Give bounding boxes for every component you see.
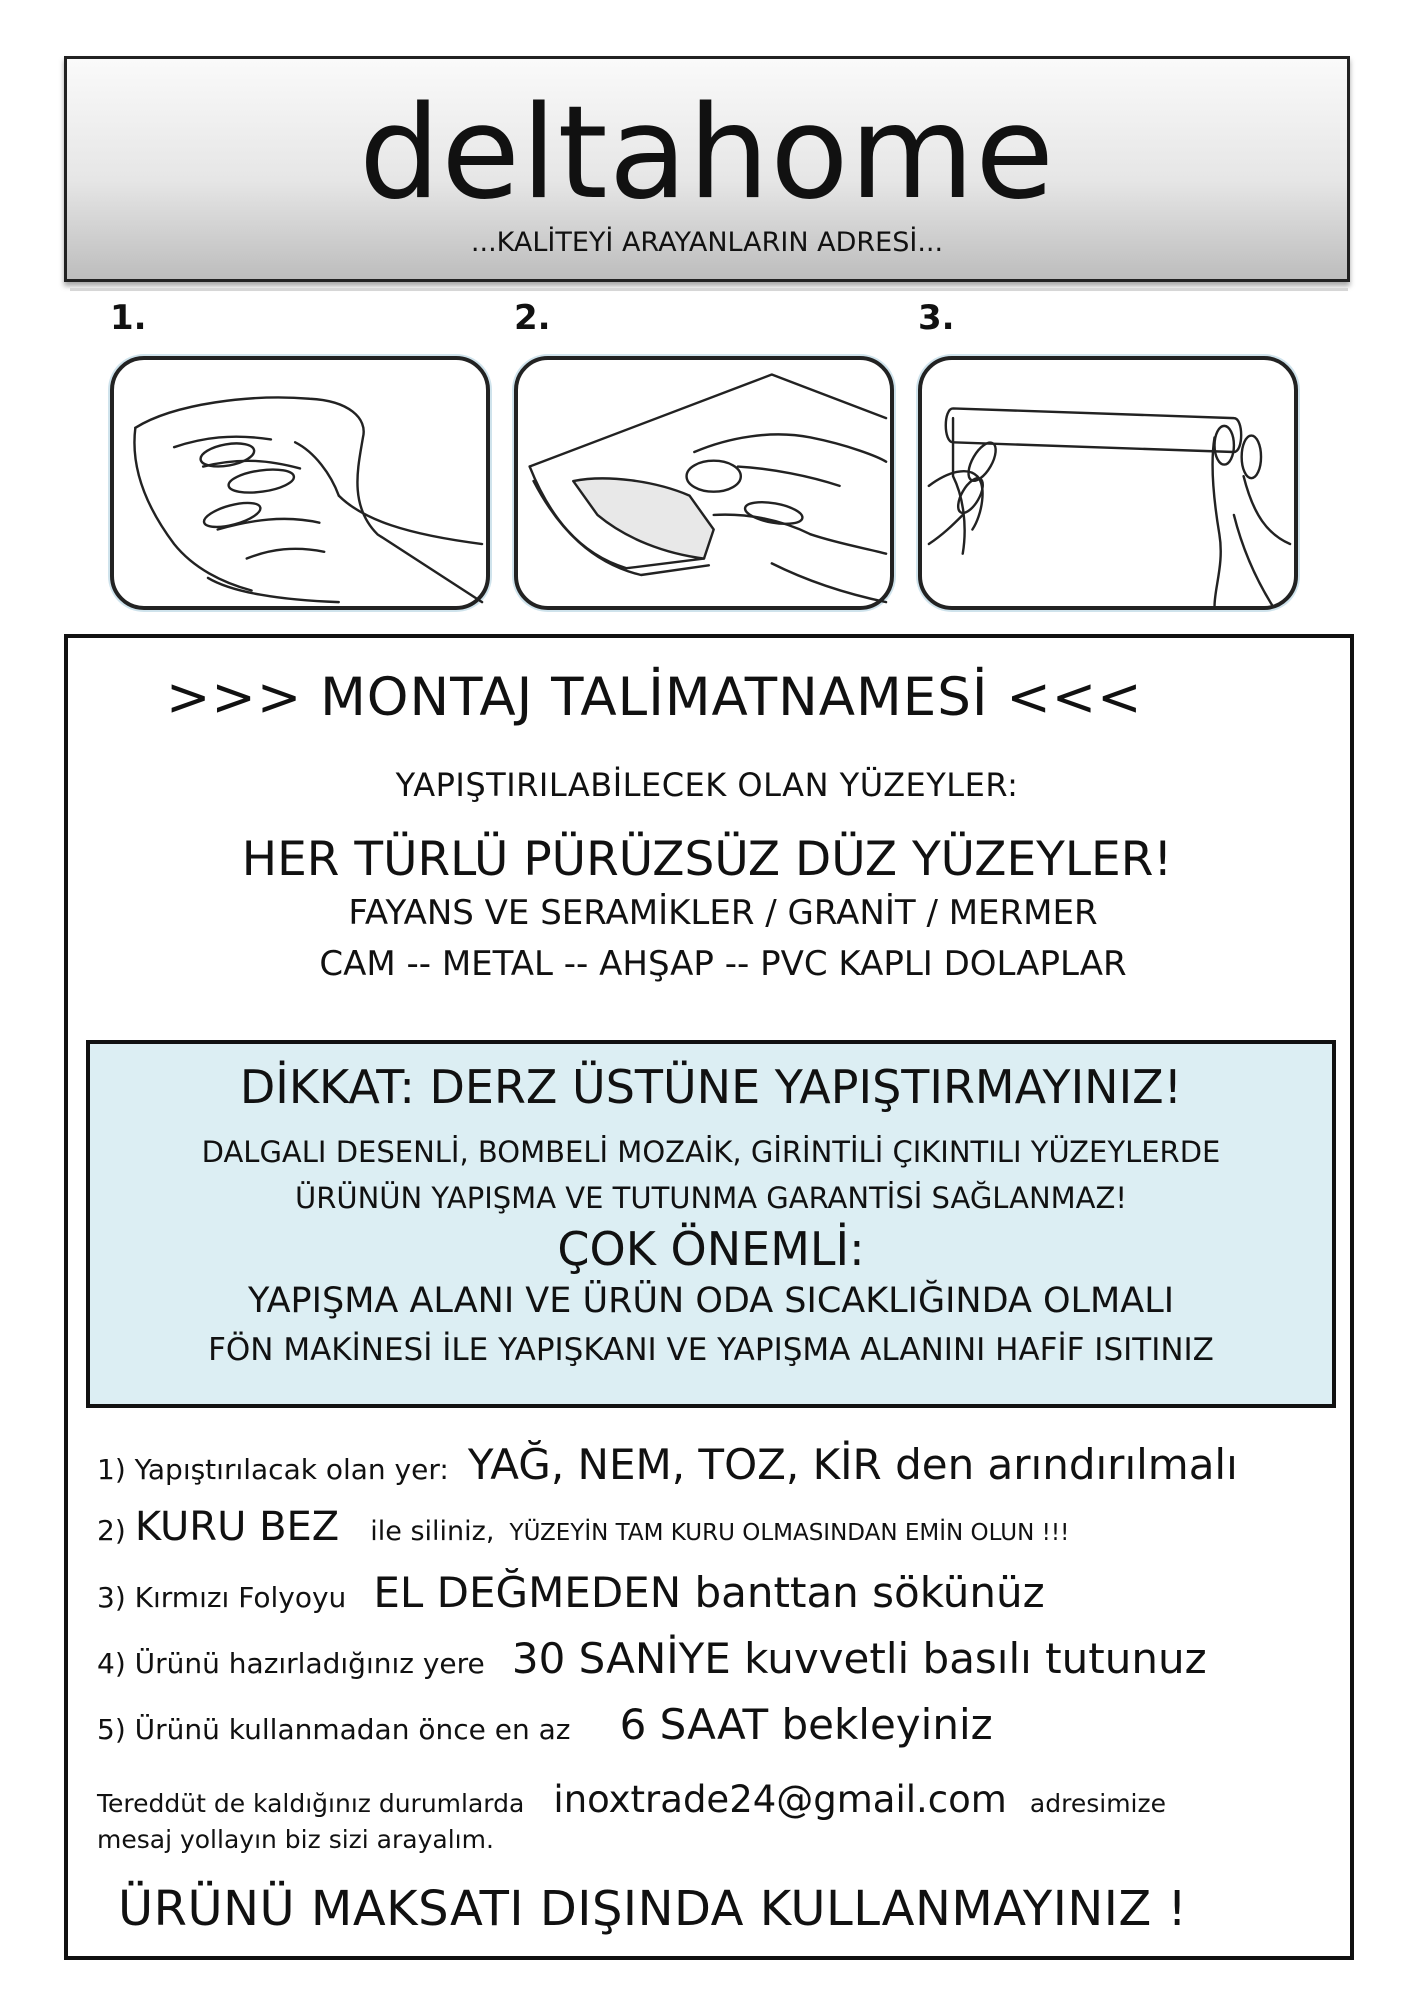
step-3-prefix: 3) Kırmızı Folyoyu [97, 1581, 347, 1614]
illustration-panel-2 [514, 356, 894, 610]
illustration-panel-3 [918, 356, 1298, 610]
step-1-prefix: 1) Yapıştırılacak olan yer: [97, 1453, 449, 1486]
step-5-emphasis: 6 SAAT bekleyiniz [619, 1700, 993, 1749]
illustration-number-1: 1. [110, 298, 147, 338]
step-3-emphasis: EL DEĞMEDEN banttan sökünüz [373, 1568, 1045, 1617]
contact-tail: adresimize [1029, 1789, 1166, 1818]
step-5-prefix: 5) Ürünü kullanmadan önce en az [97, 1713, 571, 1746]
warning-title: DİKKAT: DERZ ÜSTÜNE YAPIŞTIRMAYINIZ! [239, 1060, 1183, 1114]
contact-line [97, 1778, 1166, 1821]
step-1-emphasis: YAĞ, NEM, TOZ, KİR den arındırılmalı [467, 1440, 1238, 1489]
warning-line-1: DALGALI DESENLİ, BOMBELİ MOZAİK, GİRİNTİLİ ÇIKINTILI YÜZEYLERDE [201, 1135, 1221, 1169]
surfaces-line-2: CAM -- METAL -- AHŞAP -- PVC KAPLI DOLAPLAR [319, 944, 1127, 984]
surfaces-main: HER TÜRLÜ PÜRÜZSÜZ DÜZ YÜZEYLER! [241, 832, 1173, 887]
step-5 [97, 1700, 993, 1749]
step-4-emphasis: 30 SANİYE kuvvetli basılı tutunuz [511, 1634, 1207, 1683]
step-2-emphasis: KURU BEZ [134, 1504, 340, 1550]
footer-warning: ÜRÜNÜ MAKSATI DIŞINDA KULLANMAYINIZ ! [118, 1881, 1188, 1937]
warning-important: ÇOK ÖNEMLİ: [557, 1222, 865, 1276]
contact-line-2: mesaj yollayın biz sizi arayalım. [97, 1825, 494, 1854]
step-2-suffix: YÜZEYİN TAM KURU OLMASINDAN EMİN OLUN !!! [509, 1520, 1070, 1546]
contact-lead: Tereddüt de kaldığınız durumlarda [97, 1789, 525, 1818]
illustration-panel-1 [110, 356, 490, 610]
surfaces-heading: YAPIŞTIRILABİLECEK OLAN YÜZEYLER: [395, 766, 1019, 804]
step-2 [97, 1504, 1069, 1550]
warning-line-2: ÜRÜNÜN YAPIŞMA VE TUTUNMA GARANTİSİ SAĞLANMAZ! [294, 1181, 1127, 1215]
step-2-prefix: 2) [97, 1514, 126, 1547]
peel-backing-icon [518, 360, 890, 606]
step-2-middle: ile siliniz, [370, 1516, 495, 1547]
step-1 [97, 1440, 1238, 1489]
contact-email[interactable]: inoxtrade24@gmail.com [553, 1778, 1007, 1821]
step-4 [97, 1634, 1207, 1683]
banner-shadow-line [70, 288, 1348, 291]
wipe-surface-icon [114, 360, 486, 606]
step-3 [97, 1568, 1045, 1617]
brand-banner [64, 56, 1350, 282]
press-strip-icon [922, 360, 1294, 606]
brand-slogan: ...KALİTEYİ ARAYANLARIN ADRESİ... [470, 227, 944, 258]
warning-line-4: FÖN MAKİNESİ İLE YAPIŞKANI VE YAPIŞMA ALANINI HAFİF ISITINIZ [208, 1332, 1214, 1368]
illustration-number-3: 3. [918, 298, 955, 338]
step-4-prefix: 4) Ürünü hazırladığınız yere [97, 1647, 485, 1680]
instructions-title: >>> MONTAJ TALİMATNAMESİ <<< [166, 667, 1143, 728]
illustration-number-2: 2. [514, 298, 551, 338]
brand-logo: deltahome [358, 79, 1056, 228]
surfaces-line-1: FAYANS VE SERAMİKLER / GRANİT / MERMER [348, 893, 1098, 933]
warning-line-3: YAPIŞMA ALANI VE ÜRÜN ODA SICAKLIĞINDA OLMALI [247, 1281, 1175, 1321]
